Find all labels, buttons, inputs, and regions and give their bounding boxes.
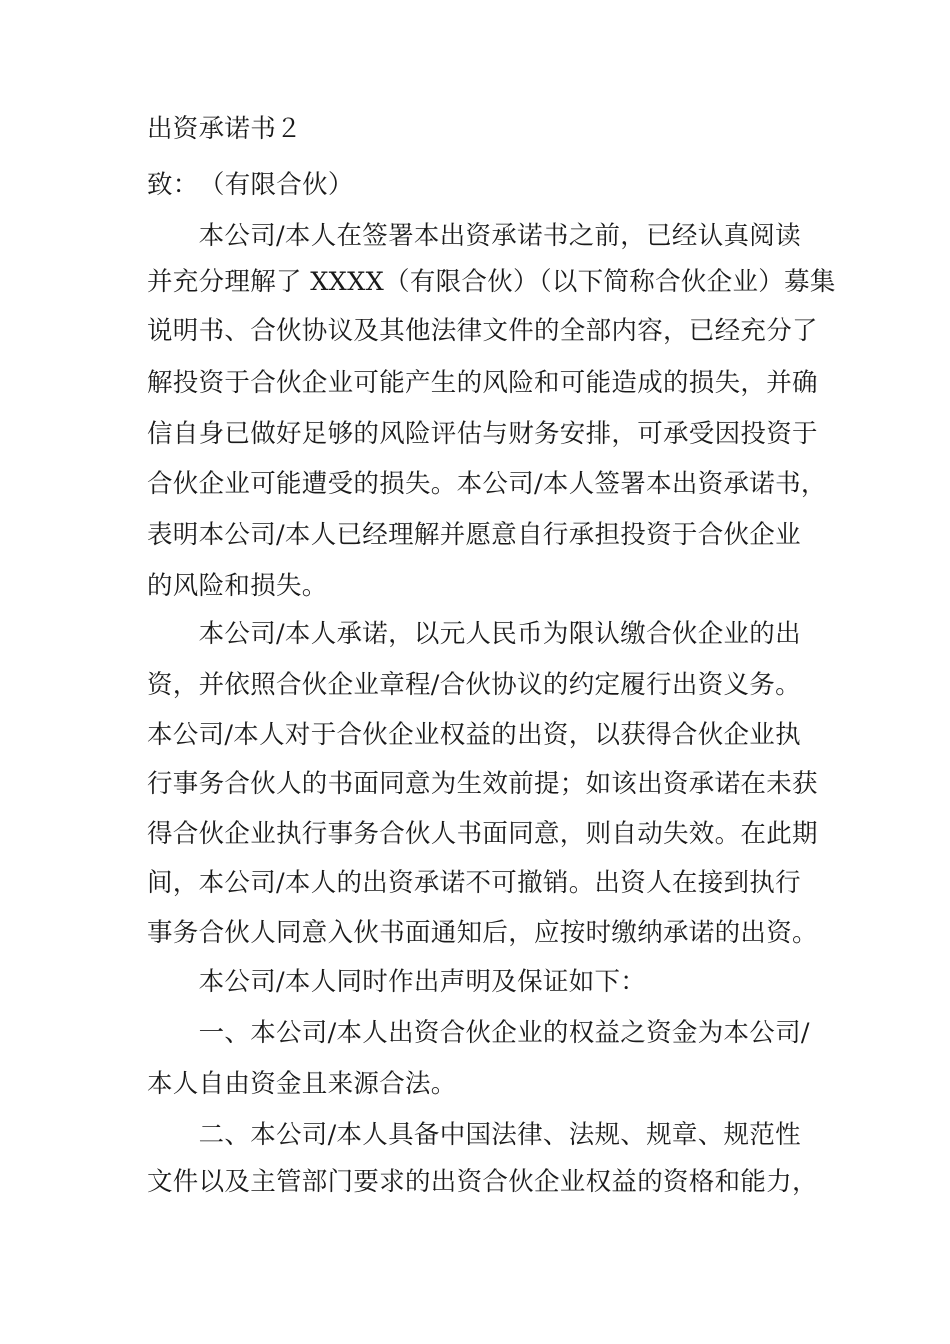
paragraph-line: 文件以及主管部门要求的出资合伙企业权益的资格和能力，	[147, 1167, 818, 1197]
document-title: 出资承诺书２	[147, 114, 302, 144]
addressee-line: 致： （有限合伙）	[147, 170, 354, 200]
paragraph-line: 本公司/本人对于合伙企业权益的出资，以获得合伙企业执	[147, 720, 801, 750]
paragraph-line: 间，本公司/本人的出资承诺不可撤销。出资人在接到执行	[147, 868, 801, 898]
paragraph-line: 合伙企业可能遭受的损失。本公司/本人签署本出资承诺书，	[147, 469, 827, 499]
paragraph-line: 本公司/本人在签署本出资承诺书之前，已经认真阅读	[147, 221, 801, 251]
paragraph-line: 一、本公司/本人出资合伙企业的权益之资金为本公司/	[147, 1018, 810, 1048]
paragraph-line: 信自身已做好足够的风险评估与财务安排，可承受因投资于	[147, 419, 818, 449]
paragraph-line: 二、本公司/本人具备中国法律、法规、规章、规范性	[147, 1120, 801, 1150]
paragraph-line: 本公司/本人同时作出声明及保证如下：	[147, 967, 647, 997]
paragraph-line: 并充分理解了 XXXX（有限合伙）（以下简称合伙企业）募集	[147, 267, 836, 297]
paragraph-line: 解投资于合伙企业可能产生的风险和可能造成的损失，并确	[147, 368, 818, 398]
paragraph-line: 表明本公司/本人已经理解并愿意自行承担投资于合伙企业	[147, 520, 801, 550]
paragraph-line: 事务合伙人同意入伙书面通知后，应按时缴纳承诺的出资。	[147, 918, 818, 948]
paragraph-line: 行事务合伙人的书面同意为生效前提；如该出资承诺在未获	[147, 769, 818, 799]
paragraph-line: 资，并依照合伙企业章程/合伙协议的约定履行出资义务。	[147, 670, 801, 700]
paragraph-line: 本人自由资金且来源合法。	[147, 1069, 457, 1099]
paragraph-line: 说明书、合伙协议及其他法律文件的全部内容，已经充分了	[147, 316, 818, 346]
paragraph-line: 得合伙企业执行事务合伙人书面同意，则自动失效。在此期	[147, 819, 818, 849]
paragraph-line: 的风险和损失。	[147, 571, 328, 601]
paragraph-line: 本公司/本人承诺，以元人民币为限认缴合伙企业的出	[147, 619, 801, 649]
